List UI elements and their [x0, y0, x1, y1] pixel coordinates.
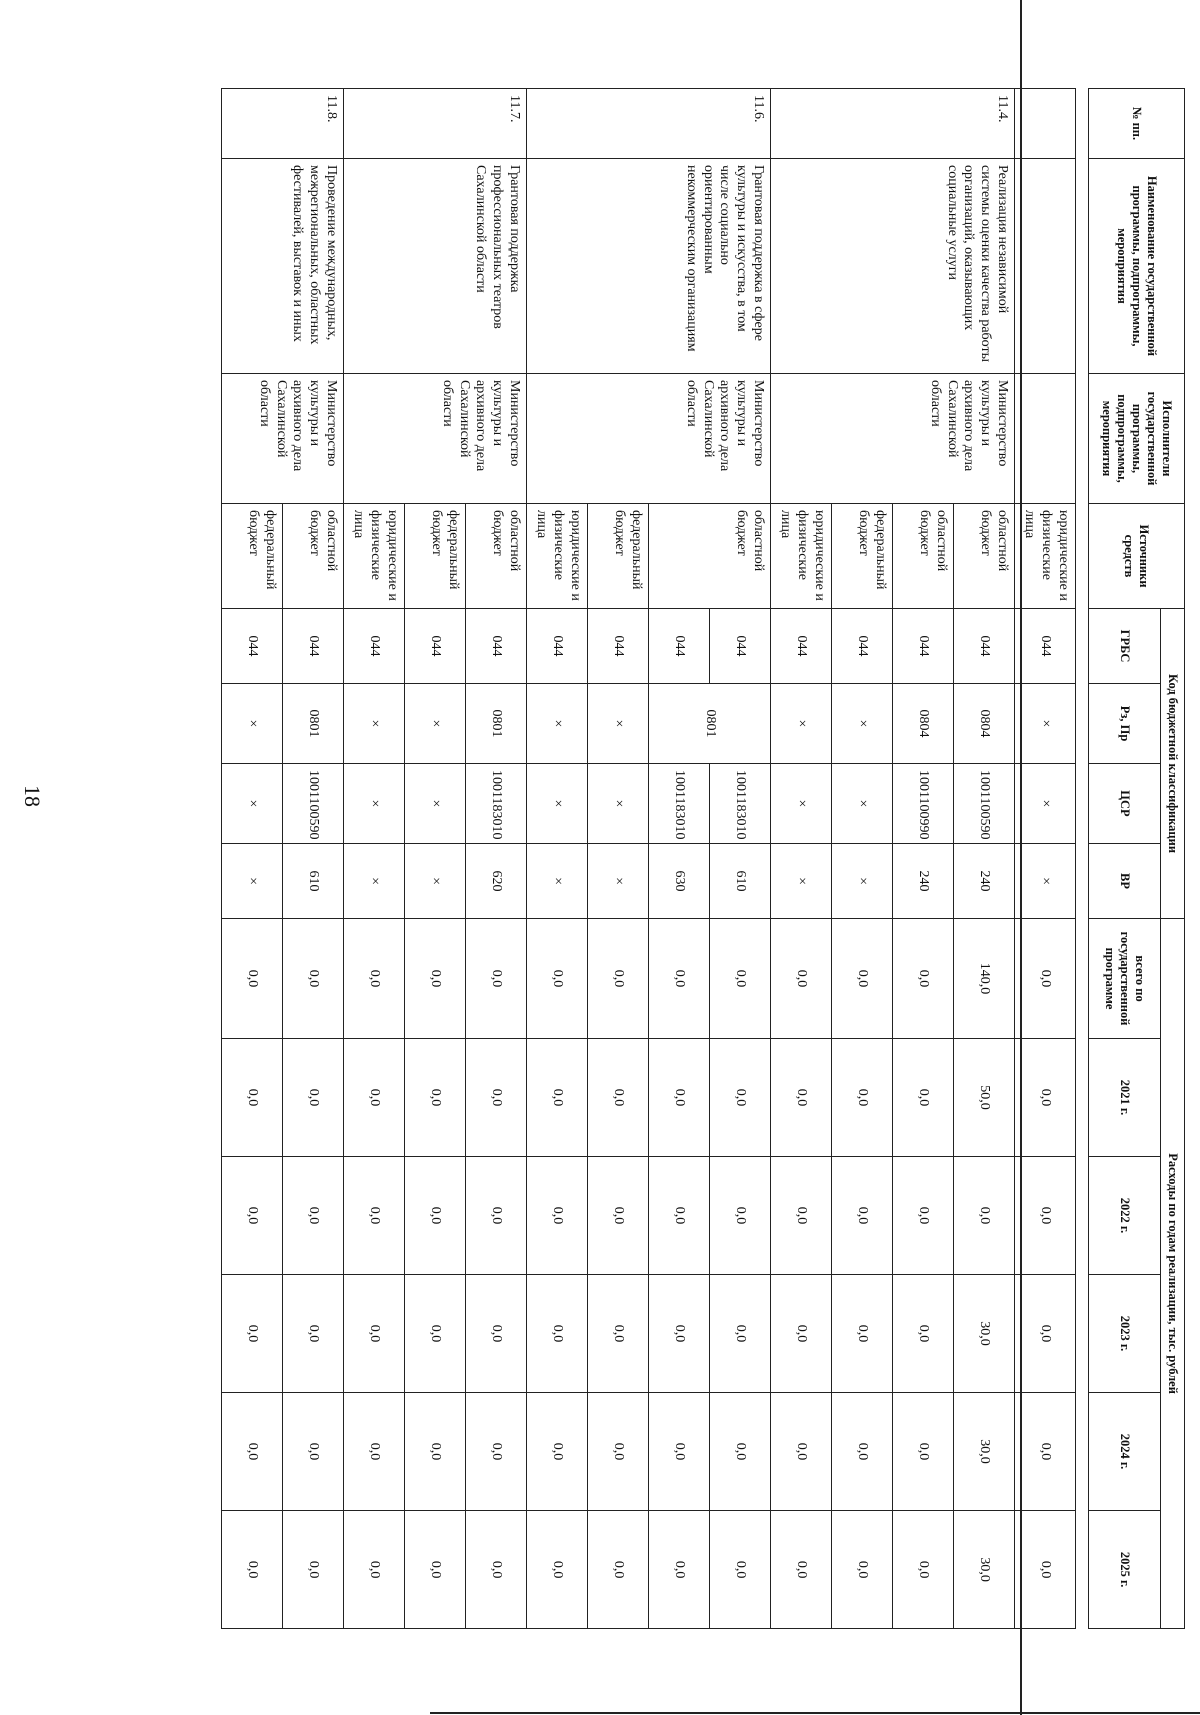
- cell-2021: 0,0: [1015, 1039, 1076, 1157]
- cell-name: Реализация независимой системы оценки качества работы организаций, оказывающих социальные услуги: [771, 159, 1015, 374]
- cell-total: 0,0: [344, 919, 405, 1039]
- cell-2022: 0,0: [649, 1157, 710, 1275]
- page-number: 18: [20, 785, 45, 807]
- cell-csr: ×: [832, 764, 893, 844]
- cell-csr: 1001100590: [954, 764, 1015, 844]
- cell-grbs: 044: [344, 609, 405, 684]
- cell-grbs: 044: [771, 609, 832, 684]
- cell-source: юридические и физические лица: [771, 504, 832, 609]
- cell-2022: 0,0: [954, 1157, 1015, 1275]
- cell-name: [1015, 159, 1076, 374]
- cell-2025: 0,0: [710, 1511, 771, 1629]
- cell-total: 0,0: [222, 919, 283, 1039]
- cell-vr: ×: [344, 844, 405, 919]
- cell-rzpr: ×: [832, 684, 893, 764]
- cell-csr: ×: [344, 764, 405, 844]
- cell-num: 11.6.: [527, 89, 771, 159]
- cell-csr: ×: [588, 764, 649, 844]
- cell-rzpr: ×: [771, 684, 832, 764]
- table-row: [954, 89, 1015, 1629]
- cell-2024: 30,0: [954, 1393, 1015, 1511]
- cell-2021: 0,0: [283, 1039, 344, 1157]
- cell-csr: 1001183010: [649, 764, 710, 844]
- cell-source: областной бюджет: [954, 504, 1015, 609]
- cell-vr: ×: [588, 844, 649, 919]
- cell-2023: 0,0: [771, 1275, 832, 1393]
- cell-grbs: 044: [527, 609, 588, 684]
- cell-grbs: 044: [222, 609, 283, 684]
- cell-2021: 0,0: [466, 1039, 527, 1157]
- header-spacer: [1076, 89, 1089, 1629]
- cell-2022: 0,0: [832, 1157, 893, 1275]
- cell-total: 0,0: [832, 919, 893, 1039]
- cell-source: областной бюджет: [283, 504, 344, 609]
- cell-rzpr: ×: [588, 684, 649, 764]
- cell-2023: 0,0: [344, 1275, 405, 1393]
- cell-2025: 0,0: [222, 1511, 283, 1629]
- cell-2024: 0,0: [649, 1393, 710, 1511]
- cell-2022: 0,0: [283, 1157, 344, 1275]
- header-2023: 2023 г.: [1089, 1275, 1161, 1393]
- cell-2021: 0,0: [222, 1039, 283, 1157]
- cell-vr: ×: [222, 844, 283, 919]
- cell-csr: ×: [1015, 764, 1076, 844]
- cell-2024: 0,0: [893, 1393, 954, 1511]
- cell-source: федеральный бюджет: [222, 504, 283, 609]
- cell-source: федеральный бюджет: [588, 504, 649, 609]
- header-rzpr: Рз, Пр: [1089, 684, 1161, 764]
- header-total: всего по государственной программе: [1089, 919, 1161, 1039]
- cell-csr: ×: [405, 764, 466, 844]
- cell-vr: 620: [466, 844, 527, 919]
- cell-2023: 0,0: [222, 1275, 283, 1393]
- cell-vr: ×: [527, 844, 588, 919]
- header-csr: ЦСР: [1089, 764, 1161, 844]
- cell-2024: 0,0: [1015, 1393, 1076, 1511]
- cell-vr: ×: [1015, 844, 1076, 919]
- cell-total: 140,0: [954, 919, 1015, 1039]
- header-code-group: Код бюджетной классификации: [1161, 609, 1185, 919]
- cell-2021: 0,0: [588, 1039, 649, 1157]
- cell-2022: 0,0: [344, 1157, 405, 1275]
- cell-num: [1015, 89, 1076, 159]
- cell-rzpr: 0801: [466, 684, 527, 764]
- table-header: [1076, 89, 1185, 1629]
- cell-2023: 0,0: [832, 1275, 893, 1393]
- cell-rzpr: 0804: [893, 684, 954, 764]
- cell-2024: 0,0: [283, 1393, 344, 1511]
- cell-grbs: 044: [466, 609, 527, 684]
- cell-csr: 1001183010: [710, 764, 771, 844]
- cell-num: 11.7.: [344, 89, 527, 159]
- header-2021: 2021 г.: [1089, 1039, 1161, 1157]
- cell-vr: ×: [771, 844, 832, 919]
- cell-source: федеральный бюджет: [405, 504, 466, 609]
- cell-2025: 0,0: [344, 1511, 405, 1629]
- cell-exec: Министерство культуры и архивного дела Сахалинской области: [344, 374, 527, 504]
- cell-source: юридические и физические лица: [1015, 504, 1076, 609]
- cell-rzpr: ×: [222, 684, 283, 764]
- cell-2021: 0,0: [771, 1039, 832, 1157]
- cell-total: 0,0: [649, 919, 710, 1039]
- cell-name: Грантовая поддержка в сфере культуры и искусства, в том числе социально ориентированным некоммерческим организациям: [527, 159, 771, 374]
- cell-csr: 1001100990: [893, 764, 954, 844]
- cell-2021: 0,0: [649, 1039, 710, 1157]
- cell-rzpr: ×: [527, 684, 588, 764]
- header-2022: 2022 г.: [1089, 1157, 1161, 1275]
- header-source: Источники средств: [1089, 504, 1185, 609]
- cell-2022: 0,0: [1015, 1157, 1076, 1275]
- cell-2025: 0,0: [649, 1511, 710, 1629]
- cell-2025: 0,0: [893, 1511, 954, 1629]
- cell-2025: 0,0: [405, 1511, 466, 1629]
- header-2025: 2025 г.: [1089, 1511, 1161, 1629]
- cell-grbs: 044: [710, 609, 771, 684]
- cell-2021: 50,0: [954, 1039, 1015, 1157]
- cell-2023: 0,0: [405, 1275, 466, 1393]
- cell-source: областной бюджет: [893, 504, 954, 609]
- rotated-table-container: [85, 88, 1185, 1628]
- cell-csr: ×: [771, 764, 832, 844]
- cell-num: 11.4.: [771, 89, 1015, 159]
- cell-csr: 1001100590: [283, 764, 344, 844]
- cell-total: 0,0: [1015, 919, 1076, 1039]
- cell-rzpr: ×: [405, 684, 466, 764]
- cell-name: Проведение международных, межрегиональных, областных фестивалей, выставок и иных: [222, 159, 344, 374]
- cell-2022: 0,0: [527, 1157, 588, 1275]
- cell-exec: [1015, 374, 1076, 504]
- table-row: [1015, 89, 1076, 1629]
- cell-2022: 0,0: [405, 1157, 466, 1275]
- cell-vr: 240: [954, 844, 1015, 919]
- table-row: [466, 89, 527, 1629]
- cell-vr: 610: [710, 844, 771, 919]
- cell-grbs: 044: [954, 609, 1015, 684]
- header-grbs: ГРБС: [1089, 609, 1161, 684]
- cell-2024: 0,0: [222, 1393, 283, 1511]
- cell-2024: 0,0: [588, 1393, 649, 1511]
- table-row: [710, 89, 771, 1629]
- cell-2025: 0,0: [527, 1511, 588, 1629]
- cell-2021: 0,0: [344, 1039, 405, 1157]
- cell-source: областной бюджет: [466, 504, 527, 609]
- cell-2023: 0,0: [466, 1275, 527, 1393]
- cell-exec: Министерство культуры и архивного дела Сахалинской области: [771, 374, 1015, 504]
- cell-2023: 0,0: [527, 1275, 588, 1393]
- table-body: [222, 89, 1076, 1629]
- cell-2022: 0,0: [222, 1157, 283, 1275]
- cell-2025: 0,0: [771, 1511, 832, 1629]
- header-2024: 2024 г.: [1089, 1393, 1161, 1511]
- cell-2024: 0,0: [405, 1393, 466, 1511]
- cell-2025: 0,0: [588, 1511, 649, 1629]
- cell-rzpr: ×: [1015, 684, 1076, 764]
- cell-total: 0,0: [527, 919, 588, 1039]
- cell-2024: 0,0: [771, 1393, 832, 1511]
- cell-rzpr: 0801: [649, 684, 771, 764]
- cell-2022: 0,0: [710, 1157, 771, 1275]
- cell-2022: 0,0: [588, 1157, 649, 1275]
- cell-grbs: 044: [1015, 609, 1076, 684]
- cell-2021: 0,0: [405, 1039, 466, 1157]
- cell-2023: 0,0: [1015, 1275, 1076, 1393]
- cell-2023: 30,0: [954, 1275, 1015, 1393]
- cell-vr: 610: [283, 844, 344, 919]
- cell-2024: 0,0: [527, 1393, 588, 1511]
- cell-grbs: 044: [649, 609, 710, 684]
- cell-2025: 0,0: [283, 1511, 344, 1629]
- cell-2021: 0,0: [527, 1039, 588, 1157]
- cell-2022: 0,0: [771, 1157, 832, 1275]
- cell-num: 11.8.: [222, 89, 344, 159]
- cell-grbs: 044: [283, 609, 344, 684]
- cell-2022: 0,0: [893, 1157, 954, 1275]
- cell-grbs: 044: [832, 609, 893, 684]
- cell-total: 0,0: [466, 919, 527, 1039]
- cell-2025: 30,0: [954, 1511, 1015, 1629]
- cell-rzpr: ×: [344, 684, 405, 764]
- cell-grbs: 044: [588, 609, 649, 684]
- cell-2021: 0,0: [710, 1039, 771, 1157]
- budget-table: [221, 88, 1185, 1629]
- cell-2024: 0,0: [832, 1393, 893, 1511]
- cell-total: 0,0: [771, 919, 832, 1039]
- header-name: Наименование государственной программы, подпрограммы, мероприятия: [1089, 159, 1185, 374]
- cell-total: 0,0: [283, 919, 344, 1039]
- cell-2024: 0,0: [710, 1393, 771, 1511]
- cell-2024: 0,0: [344, 1393, 405, 1511]
- cell-vr: ×: [832, 844, 893, 919]
- header-num: № пп.: [1089, 89, 1185, 159]
- cell-name: Грантовая поддержка профессиональных театров Сахалинской области: [344, 159, 527, 374]
- cell-total: 0,0: [710, 919, 771, 1039]
- cell-rzpr: 0804: [954, 684, 1015, 764]
- cell-2021: 0,0: [832, 1039, 893, 1157]
- cell-exec: Министерство культуры и архивного дела Сахалинской области: [222, 374, 344, 504]
- cell-2023: 0,0: [588, 1275, 649, 1393]
- cell-csr: ×: [527, 764, 588, 844]
- cell-2024: 0,0: [466, 1393, 527, 1511]
- cell-2025: 0,0: [832, 1511, 893, 1629]
- cell-csr: ×: [222, 764, 283, 844]
- cell-2023: 0,0: [649, 1275, 710, 1393]
- header-expenses-group: Расходы по годам реализации, тыс. рублей: [1161, 919, 1185, 1629]
- cell-rzpr: 0801: [283, 684, 344, 764]
- cell-2021: 0,0: [893, 1039, 954, 1157]
- cell-source: областной бюджет: [649, 504, 771, 609]
- header-exec: Исполнители государственной программы, подпрограммы, мероприятия: [1089, 374, 1185, 504]
- table-row: [283, 89, 344, 1629]
- cell-exec: Министерство культуры и архивного дела Сахалинской области: [527, 374, 771, 504]
- cell-total: 0,0: [405, 919, 466, 1039]
- cell-csr: 1001183010: [466, 764, 527, 844]
- cell-2023: 0,0: [893, 1275, 954, 1393]
- cell-vr: ×: [405, 844, 466, 919]
- cell-vr: 630: [649, 844, 710, 919]
- cell-grbs: 044: [893, 609, 954, 684]
- header-vr: ВР: [1089, 844, 1161, 919]
- cell-total: 0,0: [588, 919, 649, 1039]
- cell-2025: 0,0: [1015, 1511, 1076, 1629]
- cell-2023: 0,0: [283, 1275, 344, 1393]
- cell-source: юридические и физические лица: [344, 504, 405, 609]
- cell-grbs: 044: [405, 609, 466, 684]
- cell-total: 0,0: [893, 919, 954, 1039]
- cell-source: юридические и физические лица: [527, 504, 588, 609]
- cell-source: федеральный бюджет: [832, 504, 893, 609]
- cell-2022: 0,0: [466, 1157, 527, 1275]
- cell-2023: 0,0: [710, 1275, 771, 1393]
- cell-2025: 0,0: [466, 1511, 527, 1629]
- cell-vr: 240: [893, 844, 954, 919]
